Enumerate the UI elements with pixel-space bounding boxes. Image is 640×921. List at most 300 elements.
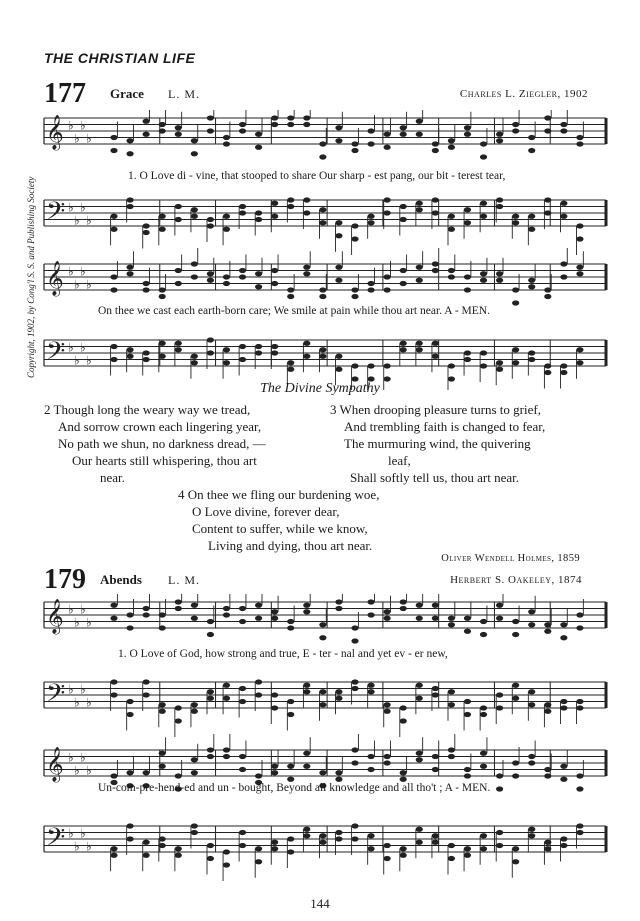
note-head [175,773,182,778]
note-head [400,606,407,611]
note-head [271,350,278,355]
flat-icon: ♭ [68,750,74,765]
stanza-4-line-4: Living and dying, thou art near. [208,538,373,553]
system-1-treble [44,110,606,160]
flat-icon: ♭ [74,353,80,368]
note-head [512,360,519,365]
note-head [496,773,503,778]
flat-icon: ♭ [80,200,86,215]
meter-177: L. M. [168,87,200,101]
note-head [384,132,391,137]
note-head [191,261,198,266]
note-head [400,846,407,851]
note-head [448,754,455,759]
note-head [512,683,519,688]
note-head [528,284,535,289]
note-head [560,836,567,841]
note-head [512,287,519,292]
note-head [512,696,519,701]
note-head [528,622,535,627]
note-head [512,128,519,133]
note-head [110,773,117,778]
note-head [319,154,326,159]
note-head [448,843,455,848]
note-head [207,128,214,133]
note-head [303,751,310,756]
note-head [384,754,391,759]
note-head [464,132,471,137]
note-head [480,751,487,756]
note-head [367,767,374,772]
note-head [271,840,278,845]
note-head [335,770,342,775]
stanza-2-line-5: near. [100,470,125,485]
note-head [432,341,439,346]
note-head [335,233,342,238]
note-head [464,699,471,704]
poem-title: The Divine Sympathy [260,381,380,396]
note-head [464,357,471,362]
note-head [143,281,150,286]
note-head [512,122,519,127]
note-head [480,271,487,276]
note-head [416,683,423,688]
note-head [544,622,551,627]
note-head [384,702,391,707]
note-head [110,344,117,349]
note-head [432,197,439,202]
note-head [110,214,117,219]
flat-icon: ♭ [68,118,74,133]
note-head [303,827,310,832]
note-head [335,599,342,604]
note-head [319,840,326,845]
note-head [303,122,310,127]
flat-icon: ♭ [86,213,92,228]
note-head [223,612,230,617]
note-head [126,836,133,841]
note-head [480,846,487,851]
note-head [223,281,230,286]
note-head [496,705,503,710]
note-head [319,354,326,359]
note-head [239,754,246,759]
note-head [576,823,583,828]
note-head [400,347,407,352]
note-head [110,616,117,621]
note-head [464,629,471,634]
note-head [416,347,423,352]
note-head [416,278,423,283]
note-head [544,363,551,368]
note-head [480,350,487,355]
note-head [432,141,439,146]
stanza-3-line-2: And trembling faith is changed to fear, [344,419,546,434]
clef-icon: 𝄢 [46,679,66,714]
note-head [159,227,166,232]
note-head [207,217,214,222]
note-head [175,705,182,710]
note-head [416,751,423,756]
note-head [544,294,551,299]
note-head [335,265,342,270]
note-head [528,689,535,694]
note-head [335,125,342,130]
hymn-177-lyric-line-1: 1. O Love di - vine, that stooped to share Our sharp - est pang, our bit - terest tear, [128,170,506,182]
note-head [255,859,262,864]
note-head [367,754,374,759]
note-head [175,204,182,209]
note-head [255,350,262,355]
note-head [175,718,182,723]
stanza-4-line-1: 4 On thee we fling our burdening woe, [178,487,380,502]
stanza-4-line-3: Content to suffer, while we know, [192,521,368,536]
note-head [271,268,278,273]
note-head [448,689,455,694]
note-head [271,122,278,127]
note-head [351,363,358,368]
note-head [432,833,439,838]
note-head [448,856,455,861]
note-head [544,629,551,634]
note-head [464,287,471,292]
note-head [384,287,391,292]
page-number: 144 [310,896,330,911]
note-head [576,625,583,630]
note-head [223,214,230,219]
note-head [207,747,214,752]
note-head [223,683,230,688]
note-head [464,125,471,130]
note-head [239,686,246,691]
note-head [400,705,407,710]
note-head [143,840,150,845]
stanza-3-line-1: 3 When drooping pleasure turns to grief, [330,402,541,417]
note-head [560,122,567,127]
flat-icon: ♭ [74,839,80,854]
note-head [207,632,214,637]
note-head [560,274,567,279]
flat-icon: ♭ [86,839,92,854]
meter-179: L. M. [168,573,200,587]
note-head [496,616,503,621]
note-head [480,833,487,838]
clef-icon: 𝄞 [46,115,64,150]
note-head [464,853,471,858]
note-head [576,223,583,228]
note-head [159,354,166,359]
note-head [384,274,391,279]
note-head [126,699,133,704]
note-head [448,622,455,627]
note-head [416,341,423,346]
note-head [191,207,198,212]
flat-icon: ♭ [68,602,74,617]
note-head [448,145,455,150]
note-head [544,287,551,292]
note-head [239,619,246,624]
note-head [432,840,439,845]
note-head [191,138,198,143]
note-head [303,764,310,769]
flat-icon: ♭ [86,763,92,778]
flat-icon: ♭ [80,264,86,279]
note-head [175,846,182,851]
flat-icon: ♭ [74,763,80,778]
note-head [480,278,487,283]
tune-name-grace: Grace [110,86,144,101]
note-head [464,207,471,212]
stanza-2 [44,401,324,486]
note-head [496,278,503,283]
note-head [367,287,374,292]
stanza-2-line-3: No path we shun, no darkness dread, — [58,436,266,451]
note-head [400,132,407,137]
note-head [191,823,198,828]
note-head [175,606,182,611]
note-head [207,619,214,624]
note-head [191,830,198,835]
note-head [255,692,262,697]
note-head [191,214,198,219]
note-head [143,132,150,137]
flat-icon: ♭ [80,750,86,765]
note-head [416,840,423,845]
note-head [223,696,230,701]
note-head [416,265,423,270]
note-head [416,827,423,832]
note-head [255,284,262,289]
note-head [159,764,166,769]
note-head [560,705,567,710]
note-head [303,603,310,608]
note-head [159,214,166,219]
note-head [416,119,423,124]
stanza-3 [330,401,610,486]
note-head [448,747,455,752]
note-head [496,271,503,276]
note-head [384,856,391,861]
note-head [143,287,150,292]
note-head [126,271,133,276]
note-head [480,764,487,769]
note-head [223,274,230,279]
note-head [303,341,310,346]
note-head [367,599,374,604]
note-head [207,696,214,701]
note-head [271,344,278,349]
system-3-treble [44,594,606,644]
clef-icon: 𝄢 [46,197,66,232]
note-head [351,823,358,828]
note-head [303,115,310,120]
note-head [223,747,230,752]
note-head [528,357,535,362]
note-head [512,220,519,225]
note-head [255,344,262,349]
note-head [335,138,342,143]
note-head [207,689,214,694]
note-head [287,122,294,127]
composer-179: Herbert S. Oakeley, 1874 [450,574,582,586]
note-head [175,132,182,137]
flat-icon: ♭ [68,826,74,841]
note-head [207,843,214,848]
note-head [239,699,246,704]
note-head [126,770,133,775]
note-head [159,836,166,841]
note-head [319,294,326,299]
note-head [496,692,503,697]
note-head [126,347,133,352]
note-head [303,689,310,694]
clef-icon: 𝄢 [46,823,66,858]
note-head [384,760,391,765]
note-head [319,770,326,775]
note-head [576,271,583,276]
note-head [143,612,150,617]
note-head [576,265,583,270]
stanza-2-line-2: And sorrow crown each lingering year, [58,419,262,434]
flat-icon: ♭ [68,200,74,215]
note-head [287,367,294,372]
note-head [496,132,503,137]
note-head [560,622,567,627]
note-head [528,350,535,355]
note-head [303,833,310,838]
flat-icon: ♭ [68,264,74,279]
note-head [239,606,246,611]
note-head [303,197,310,202]
note-head [175,341,182,346]
note-head [335,220,342,225]
note-head [400,125,407,130]
note-head [319,220,326,225]
note-head [400,217,407,222]
note-head [303,609,310,614]
note-head [576,236,583,241]
flat-icon: ♭ [86,131,92,146]
note-head [576,773,583,778]
note-head [255,271,262,276]
note-head [351,638,358,643]
note-head [400,853,407,858]
note-head [271,281,278,286]
note-head [560,261,567,266]
note-head [126,265,133,270]
note-head [255,679,262,684]
note-head [496,360,503,365]
note-head [576,786,583,791]
note-head [512,632,519,637]
note-head [528,760,535,765]
note-head [512,214,519,219]
note-head [464,274,471,279]
note-head [367,689,374,694]
note-head [496,138,503,143]
note-head [464,616,471,621]
flat-icon: ♭ [68,340,74,355]
system-1-bass [44,197,606,255]
tune-name-abends: Abends [100,572,142,587]
note-head [367,214,374,219]
note-head [271,609,278,614]
note-head [351,679,358,684]
note-head [207,350,214,355]
note-head [400,204,407,209]
note-head [319,622,326,627]
note-head [303,354,310,359]
note-head [239,344,246,349]
note-head [544,840,551,845]
flat-icon: ♭ [74,277,80,292]
note-head [110,679,117,684]
note-head [110,846,117,851]
hymn-177-lyric-line-2: On thee we cast each earth-born care; We smile at pain while thou art near. A - MEN. [98,305,490,317]
hymn-number-179: 179 [44,564,86,595]
note-head [432,148,439,153]
note-head [255,603,262,608]
note-head [175,281,182,286]
note-head [544,773,551,778]
clef-icon: 𝄞 [46,599,64,634]
note-head [432,354,439,359]
note-head [175,125,182,130]
note-head [159,709,166,714]
note-head [367,612,374,617]
note-head [480,201,487,206]
note-head [416,132,423,137]
note-head [207,223,214,228]
note-head [416,201,423,206]
note-head [110,227,117,232]
note-head [335,278,342,283]
note-head [255,132,262,137]
note-head [287,204,294,209]
note-head [287,294,294,299]
flat-icon: ♭ [80,602,86,617]
note-head [544,115,551,120]
note-head [560,363,567,368]
note-head [528,609,535,614]
note-head [319,207,326,212]
note-head [126,823,133,828]
note-head [126,712,133,717]
note-head [271,115,278,120]
note-head [496,367,503,372]
stanza-2-line-1: 2 Though long the weary way we tread, [44,402,251,417]
note-head [335,354,342,359]
flat-icon: ♭ [86,695,92,710]
note-head [223,141,230,146]
note-head [335,836,342,841]
note-head [448,616,455,621]
note-head [351,223,358,228]
note-head [384,363,391,368]
note-head [432,210,439,215]
note-head [464,846,471,851]
note-head [528,227,535,232]
note-head [287,699,294,704]
note-head [512,846,519,851]
note-head [191,354,198,359]
note-head [560,214,567,219]
hymn-179-lyric-line-1: 1. O Love of God, how strong and true, E - ter - nal and yet ev - er new, [118,648,448,660]
note-head [544,767,551,772]
note-head [143,357,150,362]
note-head [319,689,326,694]
note-head [464,773,471,778]
